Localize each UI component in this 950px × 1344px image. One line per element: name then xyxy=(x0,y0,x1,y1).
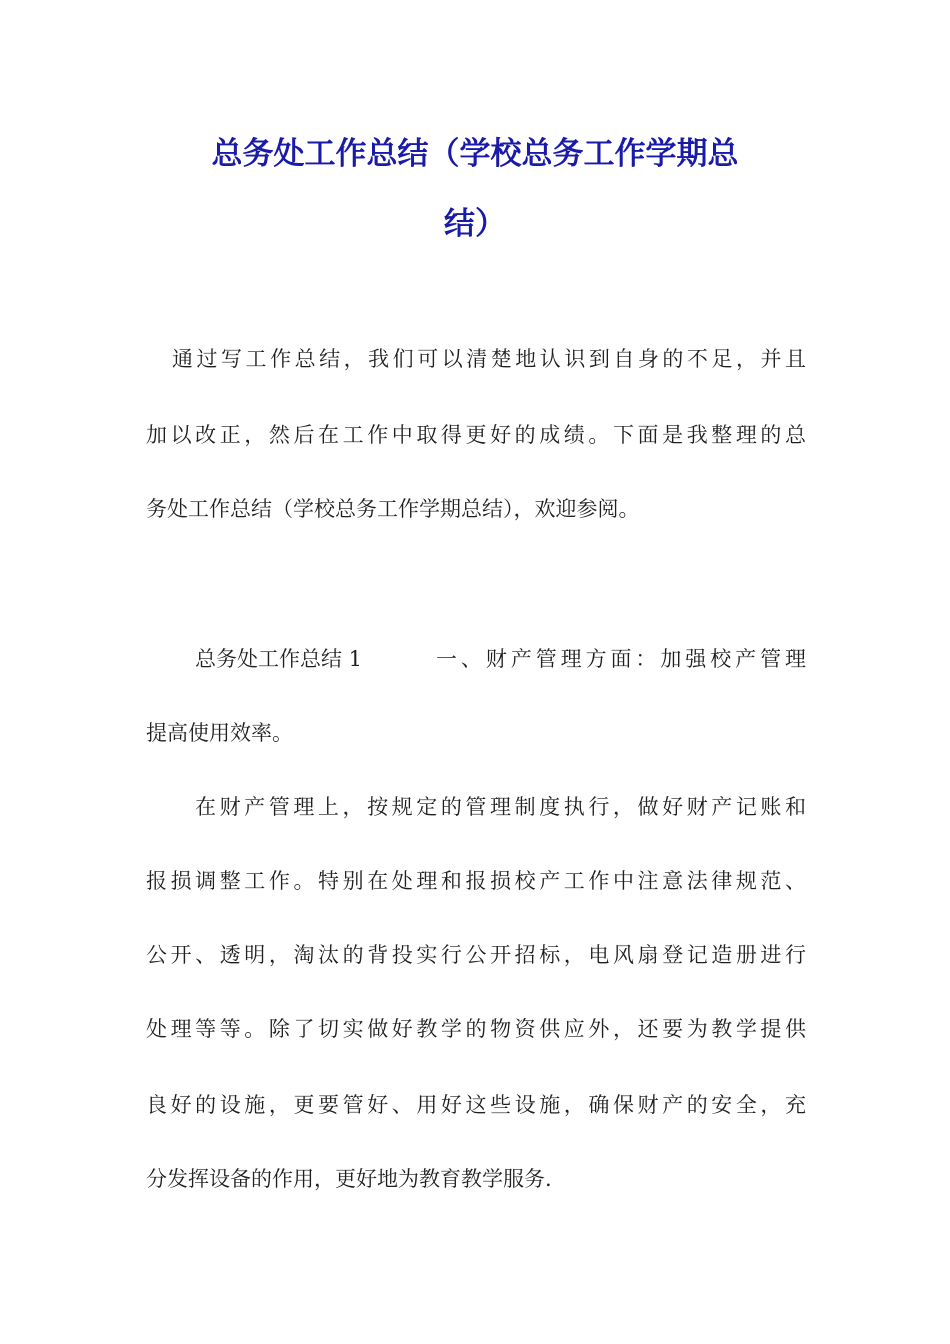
section-heading: 总务处工作总结 1 xyxy=(195,647,363,671)
body-paragraph-line-1: 在财产管理上，按规定的管理制度执行，做好财产记账和 xyxy=(195,795,806,819)
intro-paragraph-line-2: 加以改正，然后在工作中取得更好的成绩。下面是我整理的总 xyxy=(146,423,806,447)
body-paragraph-line-5: 良好的设施，更要管好、用好这些设施，确保财产的安全，充 xyxy=(146,1093,806,1117)
section-heading-continuation: 提高使用效率。 xyxy=(146,721,293,745)
body-paragraph-line-3: 公开、透明，淘汰的背投实行公开招标，电风扇登记造册进行 xyxy=(146,943,806,967)
document-title-line-1: 总务处工作总结（学校总务工作学期总 xyxy=(211,136,739,172)
document-title-line-2: 结） xyxy=(444,206,506,242)
section-heading-rest: 一、财产管理方面：加强校产管理 xyxy=(436,647,806,671)
body-paragraph-line-6: 分发挥设备的作用，更好地为教育教学服务. xyxy=(146,1167,552,1191)
body-paragraph-line-4: 处理等等。除了切实做好教学的物资供应外，还要为教学提供 xyxy=(146,1017,806,1041)
intro-paragraph-line-1: 通过写工作总结，我们可以清楚地认识到自身的不足，并且 xyxy=(172,347,806,371)
intro-paragraph-line-3: 务处工作总结（学校总务工作学期总结），欢迎参阅。 xyxy=(146,497,640,521)
body-paragraph-line-2: 报损调整工作。特别在处理和报损校产工作中注意法律规范、 xyxy=(146,869,806,893)
